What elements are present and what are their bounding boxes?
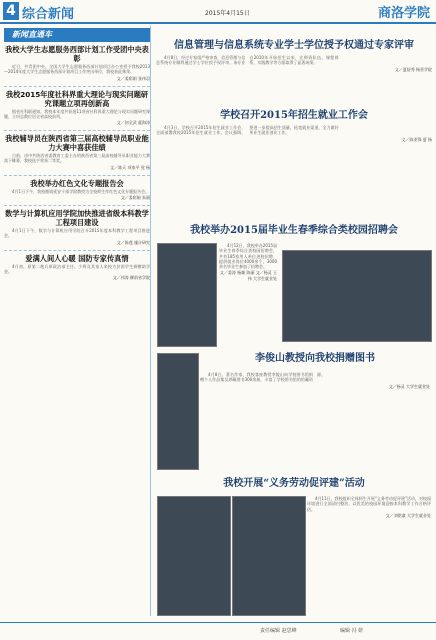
brief-byline: 文／姜彩娟 朱丽 bbox=[120, 195, 150, 201]
job-fair-crowd-photo bbox=[282, 250, 432, 342]
labor-activity-text bbox=[307, 496, 431, 519]
article-admissions-meeting bbox=[156, 110, 432, 143]
brief-body: 日前，由中共陕西省委教育工委主办的陕西省第三届高校辅导员职业能力大赛落下帷幕，我校选手荣获二等奖。 bbox=[4, 153, 150, 164]
job-fair-photo bbox=[157, 243, 217, 347]
news-brief bbox=[4, 134, 150, 171]
article-labor-activity bbox=[156, 478, 432, 490]
article-body: 4月8日，经过专家组严格审查，信息管理与信息系统专业顺利通过学士学位授予权评审。该专业自2010年开始招生以来，在师资队伍、课程体系、实践教学等方面取得了显著成绩。 bbox=[156, 55, 339, 66]
labor-photo-1 bbox=[157, 496, 231, 616]
column-header: 新闻直通车 bbox=[4, 28, 150, 42]
section-title: 综合新闻 bbox=[22, 7, 75, 22]
brief-body: 据省社科联通知，我校本年度共获批11项省社科界重大理论与现实问题研究课题，立项总数位居全省高校前列。 bbox=[4, 108, 150, 119]
brief-title: 我校大学生志愿服务西部计划工作受团中央表彰 bbox=[5, 45, 149, 63]
divider bbox=[4, 205, 150, 206]
issue-date: 2015年4月15日 bbox=[205, 10, 250, 17]
news-brief bbox=[4, 90, 150, 127]
article-title: 信息管理与信息系统专业学士学位授予权通过专家评审 bbox=[174, 40, 414, 51]
brief-byline: 文／祁涛 柳前省学院 bbox=[112, 275, 150, 281]
donation-photo bbox=[157, 353, 199, 470]
article-title: 我校开展“义务劳动促评建”活动 bbox=[223, 478, 365, 489]
footer-editor: 责任编辑 赵思峰 bbox=[260, 628, 297, 634]
news-brief bbox=[4, 179, 150, 201]
page-footer bbox=[0, 622, 436, 639]
divider bbox=[4, 175, 150, 176]
article-byline: 文／刘铭童 大学生就业处 bbox=[385, 512, 431, 518]
brief-body: 近日，共青团中央、全国大学生志愿服务西部计划项目办公室授予我校2013—2014年度大学生志愿服务西部计划项目工作突出单位，我校获此殊荣。 bbox=[4, 64, 150, 75]
news-brief bbox=[4, 254, 150, 282]
article-body: 4月3日，学校召开2015年招生就业工作会，全面部署我校2015年招生就业工作。会议强调，要进一步提高招生质量，拓宽就业渠道，全力做好毕业生就业创业工作。 bbox=[156, 125, 339, 136]
article-byline: 文／姜涛 杨雄 陈丽 文／杨灵 王 伟 大学生就业处 bbox=[219, 270, 277, 282]
book-donation-text bbox=[200, 372, 430, 390]
article-body: 4月12日，我校举办2015届毕业生春季综合类校园招聘会，共有185家用人单位进校招聘，提供就业岗位4000余个，3000余名毕业生参加了招聘会。 bbox=[219, 243, 277, 270]
brief-body: 4月1日下午，数学与计算机应用学院召开2015年度本科教学工程项目推进会。 bbox=[4, 228, 150, 239]
article-job-fair bbox=[156, 225, 432, 237]
news-brief bbox=[4, 45, 150, 82]
article-byline: 文／夏舒秀 杨晋学院 bbox=[394, 66, 432, 72]
article-title: 学校召开2015年招生就业工作会 bbox=[220, 110, 368, 121]
page-header bbox=[0, 0, 436, 24]
brief-title: 数学与计算机应用学院加快推进省级本科教学工程项目建设 bbox=[5, 209, 149, 228]
labor-photo-2 bbox=[232, 496, 306, 616]
article-degree-review bbox=[156, 40, 432, 73]
brief-byline: 文／姜彩娟 张伟羽 bbox=[116, 75, 150, 81]
news-briefs-column bbox=[4, 26, 151, 616]
article-body: 4月11日，我校组织全体师生开展“义务劳动促评建”活动，对校园环境进行全面清扫整治，以优美的校园环境迎接本科教学工作合格评估。 bbox=[307, 496, 431, 512]
brief-byline: 文／陈莲 施计研究 bbox=[116, 239, 150, 245]
news-brief bbox=[4, 209, 150, 246]
brief-body: 4月1日下午，我校邀请延安干部学院教授为全校师生作红色文化专题报告会。 bbox=[12, 188, 150, 194]
job-fair-text-column bbox=[219, 243, 277, 282]
article-title: 我校举办2015届毕业生春季综合类校园招聘会 bbox=[190, 225, 398, 236]
brief-body: 4月初，原第二炮兵原政治部主任、少将及其家人来校为贫困学生捐赠助学金。 bbox=[4, 263, 150, 274]
article-byline: 文／杨灵 大学生就业处 bbox=[388, 383, 430, 389]
article-book-donation bbox=[200, 353, 430, 365]
brief-title: 我校辅导员在陕西省第三届高校辅导员职业能力大赛中喜获佳绩 bbox=[5, 134, 149, 153]
divider bbox=[4, 86, 150, 87]
article-title: 李俊山教授向我校捐赠图书 bbox=[255, 353, 375, 364]
brief-byline: 文／何全武 霍海涛 bbox=[116, 120, 150, 126]
page-number: 4 bbox=[3, 2, 19, 20]
article-byline: 文／陈亚锋 夏 杨 bbox=[401, 136, 432, 142]
divider bbox=[4, 250, 150, 251]
brief-title: 我校举办红色文化专题报告会 bbox=[30, 178, 124, 188]
article-body: 4月8日，著名作家、我校客座教授李俊山向学校图书馆捐赠个人作品集及珍藏图书300余册，丰富了学校图书馆的馆藏资源。 bbox=[200, 372, 325, 383]
brief-title: 爱满人间人心暖 国防专家传真情 bbox=[25, 253, 129, 263]
brief-title: 我校2015年度社科界重大理论与现实问题研究课题立项再创新高 bbox=[5, 89, 149, 108]
brief-byline: 文／陈天 项家平 党 杨 bbox=[110, 164, 150, 170]
footer-layout: 编辑 冯 妍 bbox=[340, 628, 364, 634]
masthead: 商洛学院 bbox=[377, 6, 430, 21]
divider bbox=[4, 130, 150, 131]
